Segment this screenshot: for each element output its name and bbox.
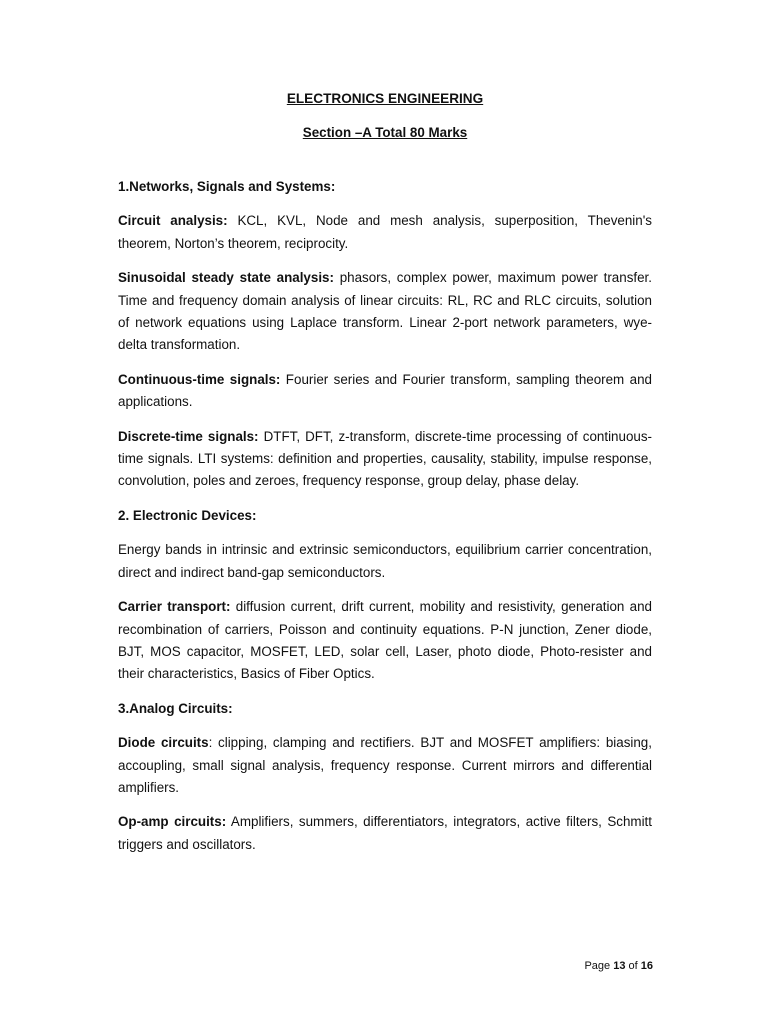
term-circuit-analysis: Circuit analysis: (118, 213, 228, 229)
term-opamp-circuits: Op-amp circuits: (118, 814, 227, 830)
paragraph-discrete-time (118, 426, 652, 493)
term-diode-circuits: Diode circuits (118, 735, 209, 751)
text-circuit-analysis: KCL, KVL, Node and mesh analysis, superposition, Thevenin's theorem, Norton’s theorem, reciprocity. (118, 213, 652, 251)
heading-analog-circuits: 3.Analog Circuits: (118, 700, 233, 716)
text-continuous-time: Fourier series and Fourier transform, sampling theorem and applications. (118, 371, 652, 410)
document-body (118, 90, 652, 856)
page-label: Page (584, 960, 614, 972)
page-current: 13 (613, 960, 626, 972)
term-discrete-time: Discrete-time signals: (118, 428, 259, 444)
heading-networks: 1.Networks, Signals and Systems: (118, 179, 336, 194)
text-discrete-time: DTFT, DFT, z-transform, discrete-time processing of continuous-time signals. LTI systems: definition and properties, causality, stability, impulse response, convolution, poles and zeroes, frequency response, group delay, phase delay. (118, 428, 652, 489)
text-sinusoidal: phasors, complex power, maximum power transfer. Time and frequency domain analysis of linear circuits: RL, RC and RLC circuits, solution of network equations using Laplace transform. Linear 2-port network parameters, wye-delta transformation. (118, 270, 652, 353)
term-carrier-transport: Carrier transport: (118, 599, 231, 615)
paragraph-opamp-circuits (118, 811, 652, 856)
paragraph-carrier-transport (118, 596, 652, 686)
paragraph-circuit-analysis (118, 210, 652, 255)
text-diode-circuits: : clipping, clamping and rectifiers. BJT and MOSFET amplifiers: biasing, accoupling, small signal analysis, frequency response. Current mirrors and differential amplifiers. (118, 735, 652, 795)
page-of: of (625, 960, 641, 972)
page-total: 16 (640, 960, 653, 972)
section-title: Section –A Total 80 Marks (302, 125, 468, 140)
document-title: ELECTRONICS ENGINEERING (286, 91, 484, 106)
page-number (584, 959, 653, 973)
paragraph-diode-circuits (118, 732, 652, 799)
term-sinusoidal: Sinusoidal steady state analysis: (118, 270, 334, 286)
text-carrier-transport: diffusion current, drift current, mobility and resistivity, generation and recombination of carriers, Poisson and continuity equations. P-N junction, Zener diode, BJT, MOS capacitor, MOSFET, LED, solar cell, Laser, photo diode, Photo-resister and their characteristics, Basics of Fiber Optics. (118, 599, 652, 682)
paragraph-energy-bands: Energy bands in intrinsic and extrinsic semiconductors, equilibrium carrier concentration, direct and indirect band-gap semiconductors. (118, 542, 652, 580)
term-continuous-time: Continuous-time signals: (118, 371, 281, 387)
heading-electronic-devices: 2. Electronic Devices: (118, 507, 257, 523)
paragraph-continuous-time (118, 369, 652, 414)
text-opamp-circuits: Amplifiers, summers, differentiators, integrators, active filters, Schmitt triggers and oscillators. (118, 814, 652, 852)
paragraph-sinusoidal (118, 267, 652, 357)
